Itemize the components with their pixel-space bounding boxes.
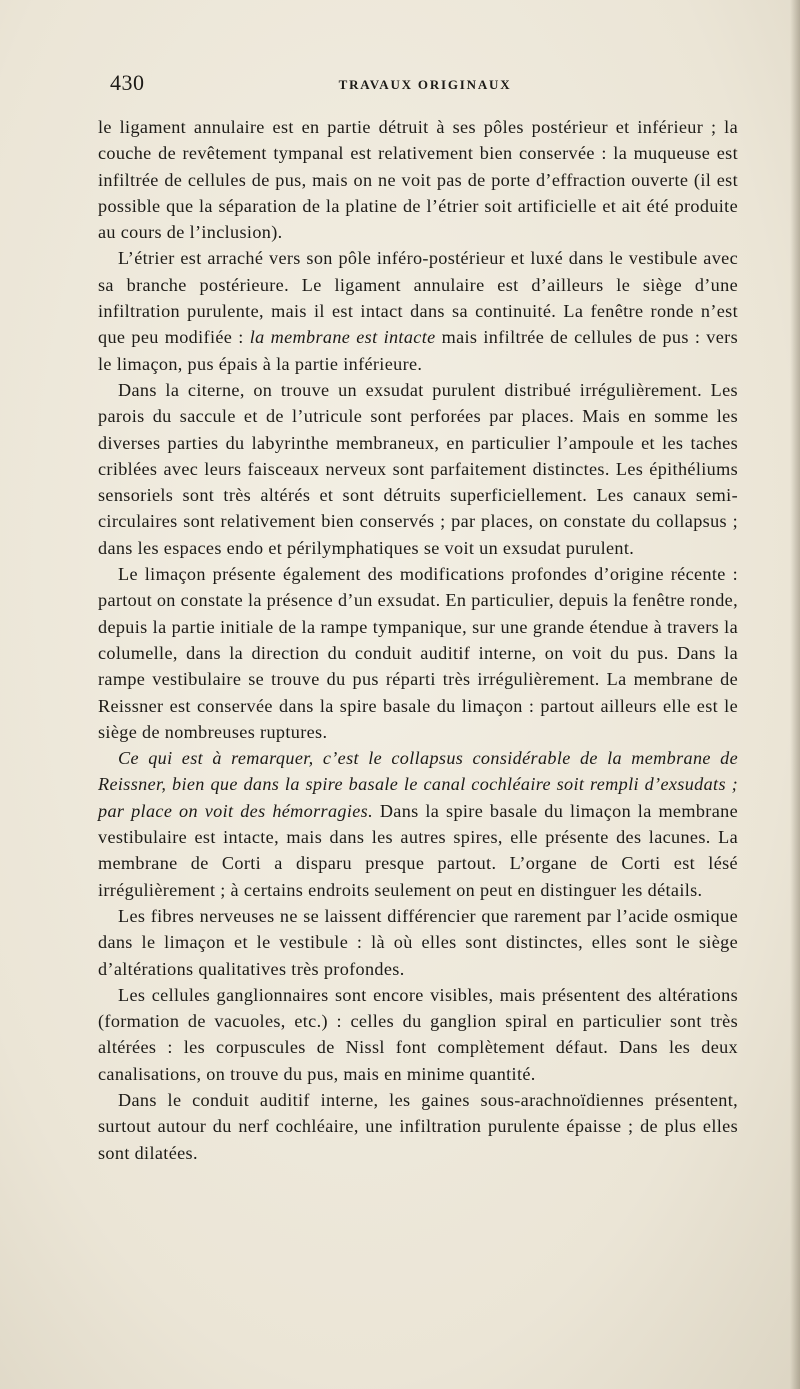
body-text [98, 114, 738, 1166]
paragraph-text: le ligament annulaire est en partie détruit à ses pôles postérieur et inférieur ; la couche de revêtement tympanal est relativement bien conservée : la muqueuse est infiltrée de cellules de pus, mais on ne voit pas de porte d’effraction ouverte (il est possible que la séparation de la platine de l’étrier soit artificielle et ait été produite au cours de l’inclusion). [98, 117, 738, 243]
paragraph-text: L’étrier est arraché vers son pôle inféro-postérieur et luxé dans le vestibule avec sa branche postérieure. Le ligament annulaire est d’ailleurs le siège d’une infiltration purulente, mais il est intact dans sa continuité. La fenêtre ronde n’est que peu modifiée : [98, 248, 738, 348]
paragraph-text: Dans le conduit auditif interne, les gaines sous-arachnoïdiennes présentent, surtout autour du nerf cochléaire, une infiltration purulente épaisse ; de plus elles sont dilatées. [98, 1089, 738, 1163]
paragraph-p7 [98, 982, 738, 1087]
paragraph-p3 [98, 377, 738, 561]
paragraph-p4 [98, 561, 738, 745]
page-header [110, 70, 740, 100]
paragraph-text: Les fibres nerveuses ne se laissent différencier que rarement par l’acide osmique dans le limaçon et le vestibule : là où elles sont distinctes, elles sont le siège d’altérations qualitatives très profondes. [98, 905, 738, 979]
paragraph-p2 [98, 245, 738, 376]
paragraph-p8 [98, 1087, 738, 1166]
paragraph-p5 [98, 745, 738, 903]
italic-text: Ce qui est à remarquer, c’est le collapsus considérable de la membrane de Reissner, bien que dans la spire basale le canal cochléaire soit rempli d’exsudats ; par place on voit des hémorragies. [98, 748, 738, 821]
paragraph-text: Les cellules ganglionnaires sont encore visibles, mais présentent des altérations (formation de vacuoles, etc.) : celles du ganglion spiral en particulier sont très altérées : les corpuscules de Nissl font complètement défaut. Dans les deux canalisations, on trouve du pus, mais en minime quantité. [98, 984, 738, 1084]
paragraph-text: Dans la spire basale du limaçon la membrane vestibulaire est intacte, mais dans les autres spires, elle présente des lacunes. La membrane de Corti a disparu presque partout. L’organe de Corti est lésé irrégulièrement ; à certains endroits seulement on peut en distinguer les détails. [98, 800, 738, 900]
page-edge-shadow [790, 0, 800, 1389]
italic-text: la membrane est intacte [249, 327, 436, 348]
running-title: TRAVAUX ORIGINAUX [338, 77, 512, 92]
paragraph-p1 [98, 114, 738, 245]
paragraph-text: Dans la citerne, on trouve un exsudat purulent distribué irrégulièrement. Les parois du saccule et de l’utricule sont perforées par places. Mais en somme les diverses parties du labyrinthe membraneux, en particulier l’ampoule et les taches criblées avec leurs faisceaux nerveux sont parfaitement distinctes. Les épithéliums sensoriels sont très altérés et sont détruits superficiellement. Les canaux semi-circulaires sont relativement bien conservés ; par places, on constate du collapsus ; dans les espaces endo et périlymphatiques se voit un exsudat purulent. [98, 379, 738, 558]
paragraph-p6 [98, 903, 738, 982]
paragraph-text: mais infiltrée de cellules de pus : vers le limaçon, pus épais à la partie inférieure. [98, 327, 738, 374]
page-number: 430 [110, 70, 145, 95]
paragraph-text: Le limaçon présente également des modifications profondes d’origine récente : partout on constate la présence d’un exsudat. En particulier, depuis la fenêtre ronde, depuis la partie initiale de la rampe tympanique, sur une grande étendue à travers la columelle, dans la direction du conduit auditif interne, on voit du pus. Dans la rampe vestibulaire se trouve du pus réparti très irrégulièrement. La membrane de Reissner est conservée dans la spire basale du limaçon : partout ailleurs elle est le siège de nombreuses ruptures. [98, 564, 738, 742]
